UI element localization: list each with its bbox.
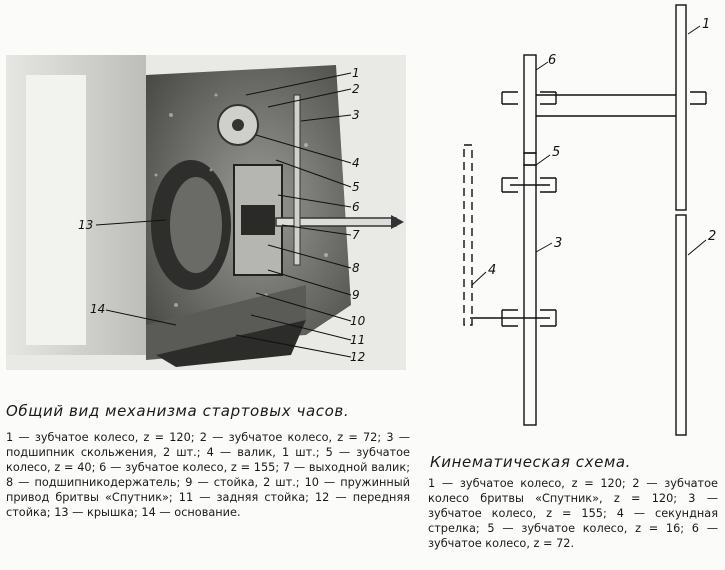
kinematic-diagram xyxy=(440,0,725,445)
scheme-label-2: 2 xyxy=(708,229,717,244)
photo-callout-10: 10 xyxy=(350,314,366,328)
scheme-label-1: 1 xyxy=(702,17,711,32)
gear-2-shape xyxy=(676,215,686,435)
gear-5-shape xyxy=(524,153,536,165)
photo-callout-11: 11 xyxy=(350,333,366,347)
photo-callout-9: 9 xyxy=(352,288,360,302)
photo-callout-4: 4 xyxy=(352,156,360,170)
mechanism-photo xyxy=(6,55,406,370)
photo-callout-5: 5 xyxy=(352,180,360,194)
photo-caption-text: 1 — зубчатое колесо, z = 120; 2 — зубчатое колесо, z = 72; 3 — подшипник скольжения, 2 шт.; 4 — валик, 1 шт.; 5 — зубчатое колесо, z = 40; 6 — зубчатое колесо, z = 155; 7 — выходной валик; 8 — подшипникодержатель; 9 — стойка, 2 шт.; 10 — пружинный привод бритвы «Спутник»; 11 — задняя стойка; 12 — передняя стойка; 13 — крышка; 14 — основание. xyxy=(6,431,410,519)
photo-caption-title: Общий вид механизма стартовых часов. xyxy=(6,402,350,420)
photo-callout-3: 3 xyxy=(352,108,360,122)
scheme-label-6: 6 xyxy=(548,53,557,68)
photo-callout-14: 14 xyxy=(90,302,106,316)
scheme-label-5: 5 xyxy=(552,145,561,160)
photo-callout-1: 1 xyxy=(352,66,360,80)
hand-4-shape xyxy=(464,145,472,325)
scheme-label-3: 3 xyxy=(554,236,563,251)
gear-6-shape xyxy=(524,55,536,153)
photo-callout-6: 6 xyxy=(352,200,360,214)
gear-1-shape xyxy=(676,5,686,210)
photo-callout-13: 13 xyxy=(78,218,94,232)
diagram-caption-title: Кинематическая схема. xyxy=(430,453,632,471)
photo-callout-8: 8 xyxy=(352,261,360,275)
photo-callout-7: 7 xyxy=(352,228,360,242)
gear-3-shape xyxy=(524,165,536,425)
diagram-caption-text: 1 — зубчатое колесо, z = 120; 2 — зубчатое колесо бритвы «Спутник», z = 120; 3 — зубчатое колесо, z = 155; 4 — секундная стрелка; 5 — зубчатое колесо, z = 16; 6 — зубчатое колесо, z = 72. xyxy=(428,477,718,550)
photo-callout-2: 2 xyxy=(352,82,360,96)
scheme-label-4: 4 xyxy=(488,263,497,278)
photo-callout-12: 12 xyxy=(350,350,366,364)
